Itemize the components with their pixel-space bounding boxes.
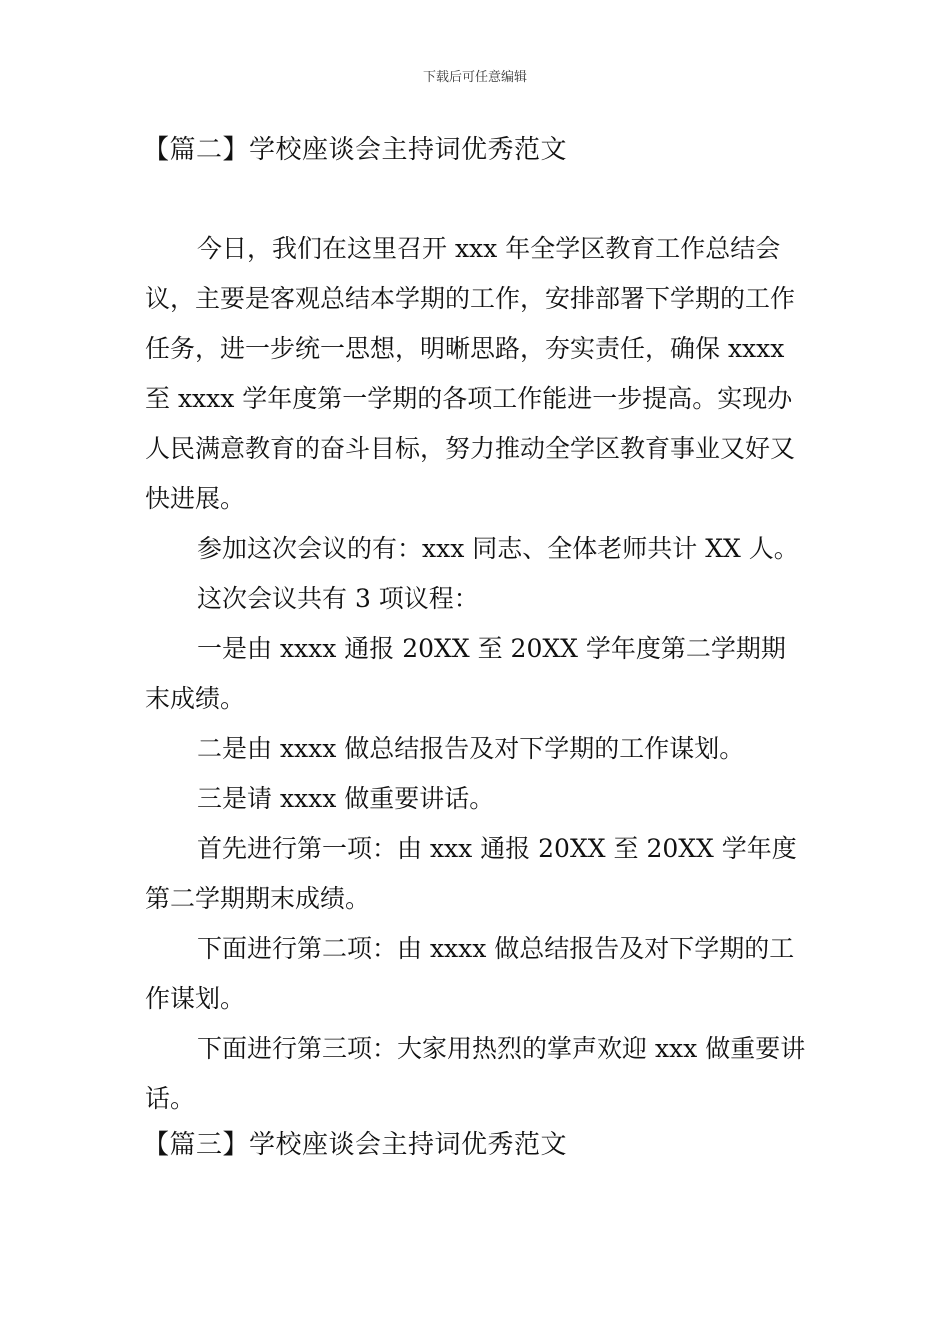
paragraph-agenda-3: 三是请 xxxx 做重要讲话。 xyxy=(197,784,495,813)
paragraph-item-1: 首先进行第一项：由 xxx 通报 20XX 至 20XX 学年度第二学期期末成绩。 xyxy=(145,834,797,913)
paragraph-agenda-2: 二是由 xxxx 做总结报告及对下学期的工作谋划。 xyxy=(197,734,745,763)
paragraph-item-3: 下面进行第三项：大家用热烈的掌声欢迎 xxx 做重要讲话。 xyxy=(145,1034,806,1113)
section-heading-2: 【篇二】学校座谈会主持词优秀范文 xyxy=(143,135,568,165)
paragraph-agenda-1: 一是由 xxxx 通报 20XX 至 20XX 学年度第二学期期末成绩。 xyxy=(145,634,786,713)
section-heading-3: 【篇三】学校座谈会主持词优秀范文 xyxy=(143,1130,568,1160)
page-header: 下载后可任意编辑 xyxy=(422,70,527,85)
paragraph-agenda-intro: 这次会议共有 3 项议程： xyxy=(197,584,479,613)
paragraph-item-2: 下面进行第二项：由 xxxx 做总结报告及对下学期的工作谋划。 xyxy=(145,934,795,1013)
paragraph-intro: 今日，我们在这里召开 xxx 年全学区教育工作总结会议，主要是客观总结本学期的工作，安排部署下学期的工作任务，进一步统一思想，明晰思路，夯实责任，确保 xxxx 至 xxxx 学年度第一学期的各项工作能进一步提高。实现办人民满意教育的奋斗目标，努力推动全学区教育事业又好又快进展。 xyxy=(145,234,796,513)
paragraph-attendees: 参加这次会议的有：xxx 同志、全体老师共计 XX 人。 xyxy=(197,534,799,563)
body-text xyxy=(145,224,810,1124)
